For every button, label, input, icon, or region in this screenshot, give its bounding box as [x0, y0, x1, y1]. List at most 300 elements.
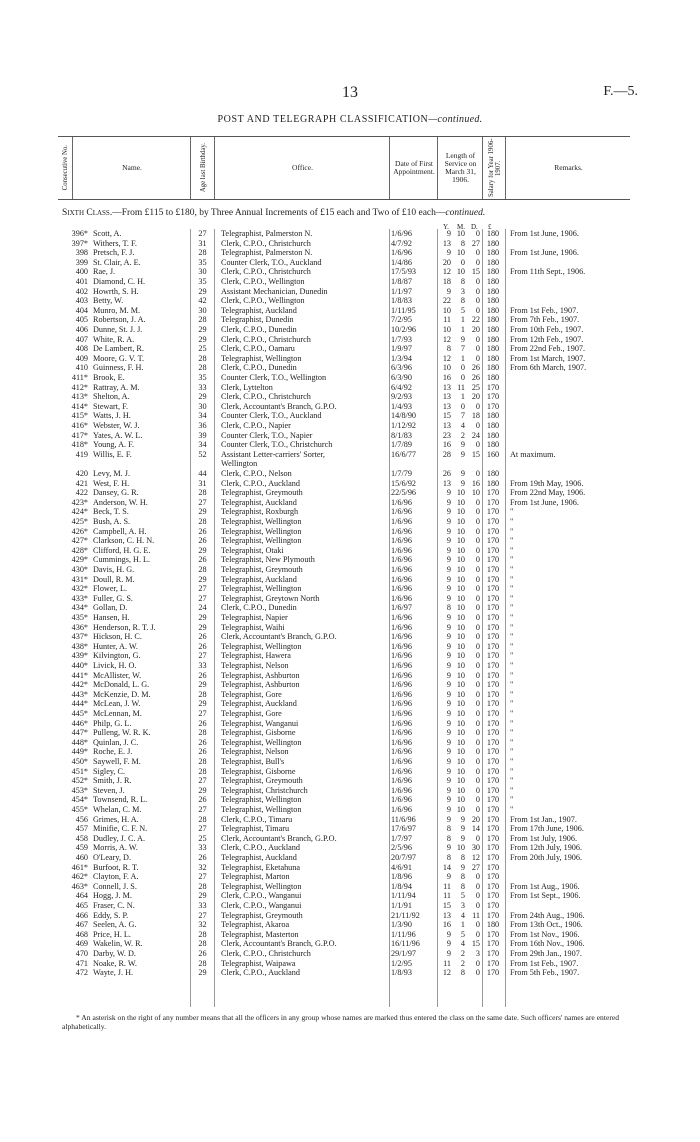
- cell-date: 1/9/97: [391, 344, 412, 354]
- cell-remarks: From 1st Feb., 1907.: [510, 958, 579, 968]
- cell-remarks: ": [510, 689, 514, 699]
- cell-name: Seelen, A. G.: [93, 920, 137, 930]
- cell-office: Telegraphist, Greymouth: [221, 488, 303, 498]
- cell-office: Clerk, C.P.O., Christchurch: [221, 949, 311, 958]
- cell-no: 460: [75, 853, 88, 862]
- cell-office: Clerk, C.P.O., Oamaru: [221, 344, 295, 354]
- cell-y: 9: [446, 766, 451, 776]
- table-row: [58, 373, 630, 382]
- cell-date: 1/8/83: [391, 296, 412, 306]
- cell-m: 10: [456, 737, 465, 747]
- cell-m: 10: [456, 785, 465, 795]
- cell-age: 31: [198, 238, 207, 248]
- cell-date: 6/3/96: [391, 363, 412, 373]
- cell-d: 0: [475, 872, 480, 882]
- page-number: 13: [342, 84, 358, 101]
- cell-age: 28: [198, 766, 207, 776]
- table-row: [58, 651, 630, 660]
- cell-remarks: ": [510, 574, 514, 584]
- cell-name: Hansen, H.: [93, 613, 130, 622]
- cell-y: 11: [443, 958, 451, 968]
- cell-y: 9: [446, 872, 451, 882]
- cell-no: 420: [75, 469, 88, 478]
- cell-d: 0: [475, 920, 480, 930]
- cell-name: Morris, A. W.: [93, 843, 138, 853]
- cell-age: 29: [198, 507, 207, 517]
- table-row: [58, 392, 630, 401]
- cell-y: 9: [446, 613, 451, 622]
- cell-d: 0: [475, 257, 480, 267]
- cell-d: 0: [475, 641, 480, 651]
- cell-age: 26: [198, 853, 207, 862]
- running-title: [0, 114, 700, 125]
- cell-no: 458: [75, 833, 88, 843]
- cell-age: 24: [198, 603, 207, 613]
- cell-name: Dunne, St. J. J.: [93, 325, 143, 334]
- cell-salary: 180: [486, 411, 500, 421]
- cell-no: 438*: [71, 641, 88, 651]
- cell-y: 16: [442, 920, 451, 930]
- cell-salary: 170: [486, 641, 500, 651]
- header-service: Length of Service on March 31, 1906.: [437, 137, 483, 199]
- cell-remarks: From 6th March, 1907.: [510, 363, 587, 373]
- cell-age: 26: [198, 536, 207, 546]
- table-row: [58, 431, 630, 440]
- cell-salary: 170: [486, 382, 500, 392]
- cell-date: 1/6/96: [391, 497, 412, 507]
- cell-date: 7/2/95: [391, 315, 412, 325]
- cell-no: 409: [75, 353, 88, 363]
- cell-salary: 170: [486, 555, 500, 565]
- cell-m: 8: [460, 238, 465, 248]
- cell-salary: 170: [486, 632, 500, 642]
- cell-y: 10: [442, 305, 451, 315]
- cell-y: 9: [446, 757, 451, 766]
- cell-m: 5: [460, 929, 465, 939]
- cell-salary: 170: [486, 901, 500, 910]
- cell-no: 454*: [71, 795, 88, 805]
- cell-age: 27: [198, 872, 207, 882]
- cell-salary: 180: [486, 267, 500, 277]
- cell-y: 12: [442, 267, 451, 277]
- table-row: [58, 469, 630, 478]
- cell-date: 1/6/96: [391, 670, 412, 680]
- table-row: [58, 767, 630, 776]
- cell-y: 26: [442, 469, 451, 478]
- cell-date: 1/1/91: [391, 901, 412, 910]
- cell-name: Darby, W. D.: [93, 949, 136, 958]
- cell-date: 1/6/96: [391, 805, 412, 814]
- cell-d: 0: [475, 421, 480, 430]
- cell-salary: 170: [486, 737, 500, 747]
- table-row: [58, 795, 630, 804]
- cell-no: 449*: [71, 747, 88, 757]
- table-row: [58, 901, 630, 910]
- cell-no: 436*: [71, 622, 88, 632]
- cell-date: 1/6/96: [391, 507, 412, 517]
- table-row: [58, 834, 630, 843]
- cell-no: 471: [75, 958, 88, 968]
- cell-m: 4: [460, 939, 465, 949]
- cell-salary: 180: [486, 238, 500, 248]
- cell-m: 3: [460, 901, 465, 910]
- cell-no: 470: [75, 949, 88, 958]
- cell-y: 9: [446, 709, 451, 718]
- cell-salary: 180: [486, 363, 500, 373]
- cell-y: 9: [446, 670, 451, 680]
- cell-date: 1/6/96: [391, 229, 412, 238]
- cell-m: 9: [460, 833, 465, 843]
- cell-d: 0: [475, 507, 480, 517]
- cell-name: Steven, J.: [93, 785, 125, 795]
- cell-name: Scott, A.: [93, 229, 122, 238]
- cell-y: 9: [446, 497, 451, 507]
- cell-salary: 170: [486, 680, 500, 690]
- cell-no: 412*: [71, 382, 88, 392]
- cell-remarks: From 7th Feb., 1907.: [510, 315, 580, 325]
- cell-age: 28: [198, 488, 207, 498]
- cell-name: Flower, L.: [93, 584, 128, 594]
- cell-age: 29: [198, 574, 207, 584]
- cell-no: 423*: [71, 497, 88, 507]
- cell-age: 27: [198, 593, 207, 603]
- cell-d: 25: [471, 382, 480, 392]
- cell-office: Telegraphist, Dunedin: [221, 315, 294, 325]
- cell-m: 10: [456, 488, 465, 498]
- cell-remarks: ": [510, 507, 514, 517]
- cell-age: 42: [198, 296, 207, 306]
- cell-salary: 170: [486, 488, 500, 498]
- cell-m: 7: [460, 344, 465, 354]
- cell-date: 1/6/96: [391, 737, 412, 747]
- table-row: [58, 277, 630, 286]
- cell-age: 31: [198, 478, 207, 488]
- cell-salary: 170: [486, 401, 500, 411]
- cell-remarks: From 1st June, 1906.: [510, 229, 579, 238]
- cell-age: 30: [198, 401, 207, 411]
- cell-office: Telegraphist, Auckland: [221, 497, 297, 507]
- unit-years: Y.: [443, 223, 449, 231]
- cell-no: 413*: [71, 392, 88, 402]
- cell-office: Telegraphist, Eketahuna: [221, 862, 300, 872]
- cell-m: 1: [460, 392, 465, 402]
- table-row: [58, 824, 630, 833]
- table-row: [58, 248, 630, 257]
- cell-date: 1/6/96: [391, 651, 412, 661]
- cell-remarks: ": [510, 641, 514, 651]
- cell-no: 405: [75, 315, 88, 325]
- cell-y: 9: [446, 776, 451, 786]
- cell-y: 9: [446, 651, 451, 661]
- cell-no: 464: [75, 891, 88, 901]
- cell-name: Dudley, J. C. A.: [93, 833, 146, 843]
- cell-remarks: ": [510, 593, 514, 603]
- cell-no: 401: [75, 277, 88, 286]
- cell-m: 8: [460, 296, 465, 306]
- cell-d: 0: [475, 517, 480, 526]
- cell-y: 9: [446, 718, 451, 728]
- cell-age: 32: [198, 862, 207, 872]
- cell-office: Clerk, C.P.O., Christchurch: [221, 267, 311, 277]
- cell-y: 16: [442, 440, 451, 450]
- table-row: [58, 363, 630, 372]
- table-row: [58, 402, 630, 411]
- cell-age: 52: [198, 449, 207, 459]
- cell-remarks: From 29th Jan., 1907.: [510, 949, 582, 958]
- cell-office: Counter Clerk, T.O., Christchurch: [221, 440, 333, 450]
- cell-office: Telegraphist, Timaru: [221, 824, 290, 834]
- cell-d: 0: [475, 440, 480, 450]
- cell-date: 11/6/96: [391, 814, 416, 824]
- cell-y: 9: [446, 584, 451, 594]
- cell-y: 9: [446, 661, 451, 670]
- cell-y: 28: [442, 449, 451, 459]
- cell-y: 9: [446, 229, 451, 238]
- cell-d: 0: [475, 670, 480, 680]
- cell-y: 11: [443, 315, 451, 325]
- cell-name: Grimes, H. A.: [93, 814, 139, 824]
- cell-office: Telegraphist, Palmerston N.: [221, 229, 313, 238]
- cell-salary: 180: [486, 286, 500, 296]
- cell-y: 9: [446, 737, 451, 747]
- cell-office: Telegraphist, Waihi: [221, 622, 285, 632]
- cell-age: 30: [198, 267, 207, 277]
- cell-salary: 170: [486, 689, 500, 699]
- cell-salary: 170: [486, 929, 500, 939]
- cell-date: 10/2/96: [391, 325, 417, 334]
- cell-name: West, F. H.: [93, 478, 130, 488]
- cell-age: 28: [198, 517, 207, 526]
- table-row: [58, 642, 630, 651]
- cell-date: 1/6/96: [391, 526, 412, 536]
- cell-name: Campbell, A. H.: [93, 526, 147, 536]
- cell-age: 29: [198, 968, 207, 978]
- cell-d: 27: [471, 862, 480, 872]
- cell-date: 1/6/97: [391, 603, 412, 613]
- cell-name: Smith, J. R.: [93, 776, 132, 786]
- cell-d: 3: [475, 949, 480, 958]
- cell-y: 9: [446, 949, 451, 958]
- cell-name: Wakelin, W. R.: [93, 939, 143, 949]
- cell-office: Clerk, C.P.O., Wanganui: [221, 891, 302, 901]
- cell-age: 29: [198, 545, 207, 555]
- table-row: [58, 536, 630, 545]
- cell-date: 1/6/96: [391, 584, 412, 594]
- cell-no: 437*: [71, 632, 88, 642]
- cell-no: 446*: [71, 718, 88, 728]
- table-row: [58, 383, 630, 392]
- cell-office: Clerk, C.P.O., Wellington: [221, 277, 305, 286]
- cell-y: 13: [442, 238, 451, 248]
- cell-date: 1/3/90: [391, 920, 412, 930]
- cell-remarks: ": [510, 517, 514, 526]
- cell-y: 9: [446, 507, 451, 517]
- cell-age: 28: [198, 929, 207, 939]
- cell-office: Telegraphist, Wellington: [221, 517, 302, 526]
- cell-y: 9: [446, 574, 451, 584]
- table-row: [58, 843, 630, 852]
- cell-office: Telegraphist, Wellington: [221, 641, 302, 651]
- cell-no: 430*: [71, 565, 88, 574]
- cell-y: 8: [446, 833, 451, 843]
- cell-m: 8: [460, 277, 465, 286]
- cell-y: 9: [446, 843, 451, 853]
- cell-no: 459: [75, 843, 88, 853]
- cell-office: Clerk, C.P.O., Dunedin: [221, 363, 297, 373]
- cell-d: 0: [475, 229, 480, 238]
- cell-office: Telegraphist, Gore: [221, 689, 282, 699]
- cell-salary: 170: [486, 747, 500, 757]
- cell-age: 34: [198, 440, 207, 450]
- cell-remarks: ": [510, 661, 514, 670]
- cell-office: Telegraphist, Greymouth: [221, 776, 303, 786]
- cell-name: Beck, T. S.: [93, 507, 129, 517]
- cell-d: 0: [475, 757, 480, 766]
- cell-y: 12: [442, 968, 451, 978]
- cell-age: 28: [198, 565, 207, 574]
- cell-office: Wellington: [221, 459, 258, 469]
- cell-no: 456: [75, 814, 88, 824]
- cell-remarks: ": [510, 718, 514, 728]
- cell-d: 0: [475, 613, 480, 622]
- table-row: [58, 939, 630, 948]
- table-row: [58, 603, 630, 612]
- cell-m: 10: [456, 670, 465, 680]
- cell-age: 28: [198, 363, 207, 373]
- cell-d: 0: [475, 785, 480, 795]
- cell-date: 4/7/92: [391, 238, 412, 248]
- running-title-main: POST AND TELEGRAPH CLASSIFICATION: [217, 114, 429, 125]
- cell-y: 20: [442, 257, 451, 267]
- cell-salary: 170: [486, 776, 500, 786]
- cell-remarks: ": [510, 632, 514, 642]
- cell-salary: 170: [486, 709, 500, 718]
- cell-m: 10: [456, 661, 465, 670]
- cell-no: 414*: [71, 401, 88, 411]
- cell-date: 1/7/97: [391, 833, 412, 843]
- cell-remarks: ": [510, 709, 514, 718]
- cell-d: 0: [475, 651, 480, 661]
- cell-date: 1/8/94: [391, 881, 412, 891]
- table-row: [58, 306, 630, 315]
- cell-m: 9: [460, 478, 465, 488]
- cell-salary: 170: [486, 853, 500, 862]
- cell-m: 10: [456, 747, 465, 757]
- cell-name: Noake, R. W.: [93, 958, 137, 968]
- cell-age: 35: [198, 373, 207, 382]
- cell-m: 10: [456, 622, 465, 632]
- cell-date: 2/5/96: [391, 843, 412, 853]
- table-row: [58, 632, 630, 641]
- cell-d: 12: [471, 853, 480, 862]
- cell-salary: 170: [486, 613, 500, 622]
- cell-d: 14: [471, 824, 480, 834]
- cell-office: Clerk, C.P.O., Christchurch: [221, 334, 311, 344]
- cell-office: Clerk, C.P.O., Dunedin: [221, 603, 297, 613]
- cell-remarks: From 1st Feb., 1907.: [510, 305, 579, 315]
- cell-name: Betty, W.: [93, 296, 124, 306]
- cell-no: 398: [75, 248, 88, 258]
- cell-y: 9: [446, 545, 451, 555]
- cell-y: 9: [446, 632, 451, 642]
- cell-age: 30: [198, 305, 207, 315]
- cell-y: 9: [446, 785, 451, 795]
- table-row: [58, 699, 630, 708]
- cell-y: 16: [442, 373, 451, 382]
- header-name: Name.: [72, 137, 191, 199]
- table-row: [58, 738, 630, 747]
- cell-m: 9: [460, 440, 465, 450]
- cell-date: 1/6/96: [391, 747, 412, 757]
- cell-age: 27: [198, 824, 207, 834]
- cell-office: Telegraphist, Auckland: [221, 305, 297, 315]
- cell-age: 39: [198, 430, 207, 440]
- table-row: [58, 680, 630, 689]
- cell-d: 0: [475, 901, 480, 910]
- cell-office: Clerk, Accountant's Branch, G.P.O.: [221, 833, 337, 843]
- cell-name: Kilvington, G.: [93, 651, 141, 661]
- cell-y: 9: [446, 517, 451, 526]
- cell-d: 0: [475, 353, 480, 363]
- header-salary: Salary for Year 1906-1907.: [482, 137, 506, 199]
- cell-remarks: ": [510, 670, 514, 680]
- cell-age: 28: [198, 315, 207, 325]
- cell-no: 408: [75, 344, 88, 354]
- unit-months: M.: [457, 223, 465, 231]
- section-heading: Sixth Class.—From £115 to £180, by Three Annual Increments of £15 each and Two of £10 each—continued.: [62, 208, 486, 218]
- table-row: [58, 728, 630, 737]
- cell-y: 18: [442, 277, 451, 286]
- cell-m: 10: [456, 699, 465, 709]
- cell-remarks: ": [510, 699, 514, 709]
- cell-name: Withers, T. F.: [93, 238, 137, 248]
- cell-m: 8: [460, 881, 465, 891]
- cell-no: 417*: [71, 430, 88, 440]
- cell-name: Clarkson, C. H. N.: [93, 536, 155, 546]
- cell-age: 26: [198, 795, 207, 805]
- cell-d: 0: [475, 689, 480, 699]
- cell-remarks: From 1st July, 1906.: [510, 833, 578, 843]
- cell-age: 33: [198, 382, 207, 392]
- cell-date: 1/11/96: [391, 929, 416, 939]
- cell-no: 451*: [71, 766, 88, 776]
- cell-office: Telegraphist, Akaroa: [221, 920, 290, 930]
- cell-name: Saywell, F. M.: [93, 757, 141, 766]
- cell-d: 0: [475, 545, 480, 555]
- cell-age: 29: [198, 699, 207, 709]
- cell-no: 426*: [71, 526, 88, 536]
- cell-age: 33: [198, 843, 207, 853]
- cell-name: Wayte, J. H.: [93, 968, 134, 978]
- cell-age: 28: [198, 939, 207, 949]
- cell-no: 427*: [71, 536, 88, 546]
- cell-name: Watts, J. H.: [93, 411, 131, 421]
- cell-office: Telegraphist, Gisborne: [221, 766, 296, 776]
- cell-age: 29: [198, 680, 207, 690]
- cell-name: Shelton, A.: [93, 392, 130, 402]
- table-row: [58, 421, 630, 430]
- cell-y: 9: [446, 622, 451, 632]
- cell-date: 1/6/96: [391, 776, 412, 786]
- cell-salary: 170: [486, 584, 500, 594]
- cell-m: 10: [456, 565, 465, 574]
- cell-salary: 170: [486, 814, 500, 824]
- cell-m: 5: [460, 891, 465, 901]
- cell-d: 0: [475, 574, 480, 584]
- table-row: [58, 565, 630, 574]
- cell-m: 10: [456, 632, 465, 642]
- cell-name: St. Clair, A. E.: [93, 257, 141, 267]
